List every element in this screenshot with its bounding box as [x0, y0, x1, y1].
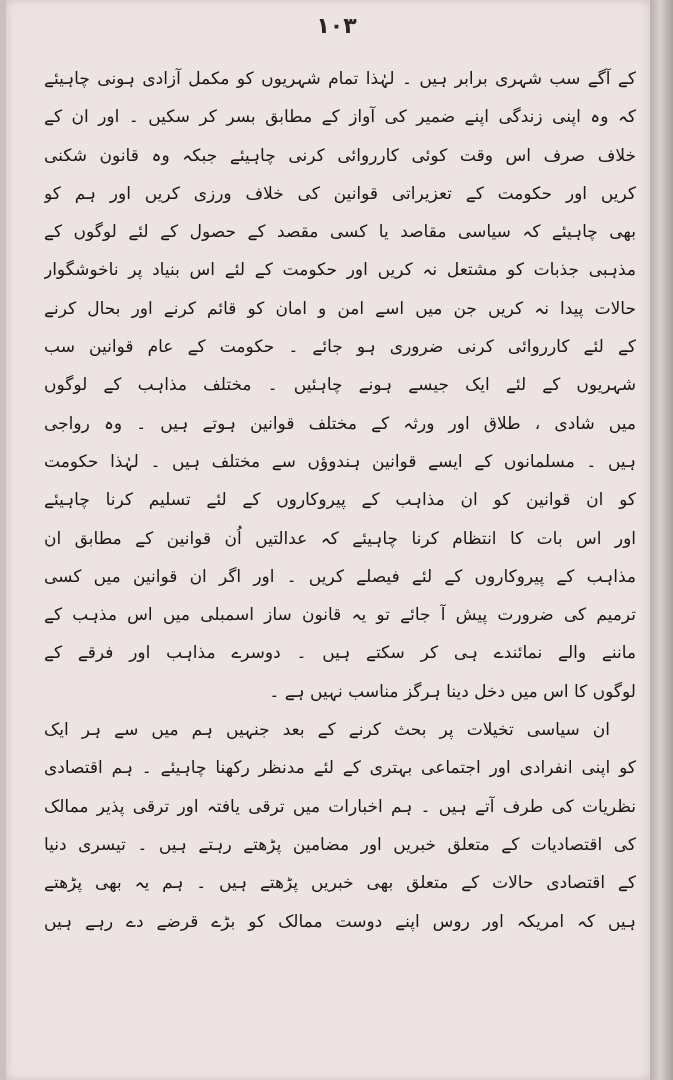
text-line: کے لئے کارروائی کرنی ضروری ہو جائے ۔ حکومت کے عام قوانین سب	[44, 337, 636, 358]
text-line: کو اپنی انفرادی اور اجتماعی بہتری کے لئے مدنظر رکھنا چاہیئے ۔ ہم اقتصادی	[44, 758, 636, 779]
text-line: ترمیم کی ضرورت پیش آ جائے تو یہ قانون ساز اسمبلی میں اس مذہب کے	[44, 605, 636, 626]
body-text	[44, 60, 636, 941]
text-line: بھی چاہیئے کہ سیاسی مقاصد یا کسی مقصد کے حصول کے لئے لوگوں کے	[44, 222, 636, 243]
page-gutter	[650, 0, 673, 1080]
text-line: کریں اور حکومت کے تعزیراتی قوانین کی خلاف ورزی کریں اور ہم کو	[44, 183, 636, 204]
text-line: ماننے والے نمائندے ہی کر سکتے ہیں ۔ دوسرے مذاہب اور فرقے کے	[44, 643, 636, 664]
paragraph-start-line: ان سیاسی تخیلات پر بحث کرنے کے بعد جنہیں ہم میں سے ہر ایک	[44, 720, 610, 741]
text-line: کو ان قوانین کو ان مذاہب کے پیروکاروں کے لئے تسلیم کرنا چاہیئے	[44, 490, 636, 511]
text-line: نظریات کی طرف آتے ہیں ۔ ہم اخبارات میں ترقی یافتہ اور ترقی پذیر ممالک	[44, 796, 636, 817]
text-line: اور اس بات کا انتظام کرنا چاہیئے کہ عدالتیں اُن قوانین کے مطابق ان	[44, 528, 636, 549]
text-line: کے اقتصادی حالات کے متعلق بھی خبریں پڑھتے ہیں ۔ ہم یہ بھی پڑھتے	[44, 873, 636, 894]
text-line: شہریوں کے لئے ایک جیسے ہونے چاہئیں ۔ مختلف مذاہب کے لوگوں	[44, 375, 636, 396]
text-line: کے آگے سب شہری برابر ہیں ۔ لہٰذا تمام شہریوں کو مکمل آزادی ہونی چاہیئے	[44, 69, 636, 89]
text-line: مذہبی جذبات کو مشتعل نہ کریں اور حکومت کے لئے اس بنیاد پر ناخوشگوار	[44, 260, 636, 281]
text-line: ہیں ۔ مسلمانوں کے ایسے قوانین ہندوؤں سے مختلف ہیں ۔ لہٰذا حکومت	[44, 451, 636, 472]
text-line: میں شادی ، طلاق اور ورثہ کے مختلف قوانین ہوتے ہیں ۔ وہ رواجی	[44, 413, 636, 434]
text-line: ہیں کہ امریکہ اور روس اپنے دوست ممالک کو بڑے قرضے دے رہے ہیں	[44, 911, 636, 932]
paragraph-end-line: لوگوں کا اس میں دخل دینا ہرگز مناسب نہیں ہے ۔	[269, 681, 636, 702]
page-number: ۱۰۳	[316, 14, 357, 39]
text-line: حالات پیدا نہ کریں جن میں اسے امن و امان کو قائم کرنے اور بحال کرنے	[44, 298, 636, 319]
text-line: خلاف صرف اس وقت کوئی کارروائی کرنی چاہیئے جبکہ وہ قانون شکنی	[44, 145, 636, 166]
text-line: کہ وہ اپنی زندگی اپنے ضمیر کی آواز کے مطابق بسر کر سکیں ۔ اور ان کے	[44, 107, 636, 128]
text-line: کی اقتصادیات کے متعلق خبریں اور مضامین پڑھتے رہتے ہیں ۔ تیسری دنیا	[44, 834, 636, 855]
text-line: مذاہب کے پیروکاروں کے لئے فیصلے کریں ۔ اور اگر ان قوانین میں کسی	[44, 566, 636, 587]
